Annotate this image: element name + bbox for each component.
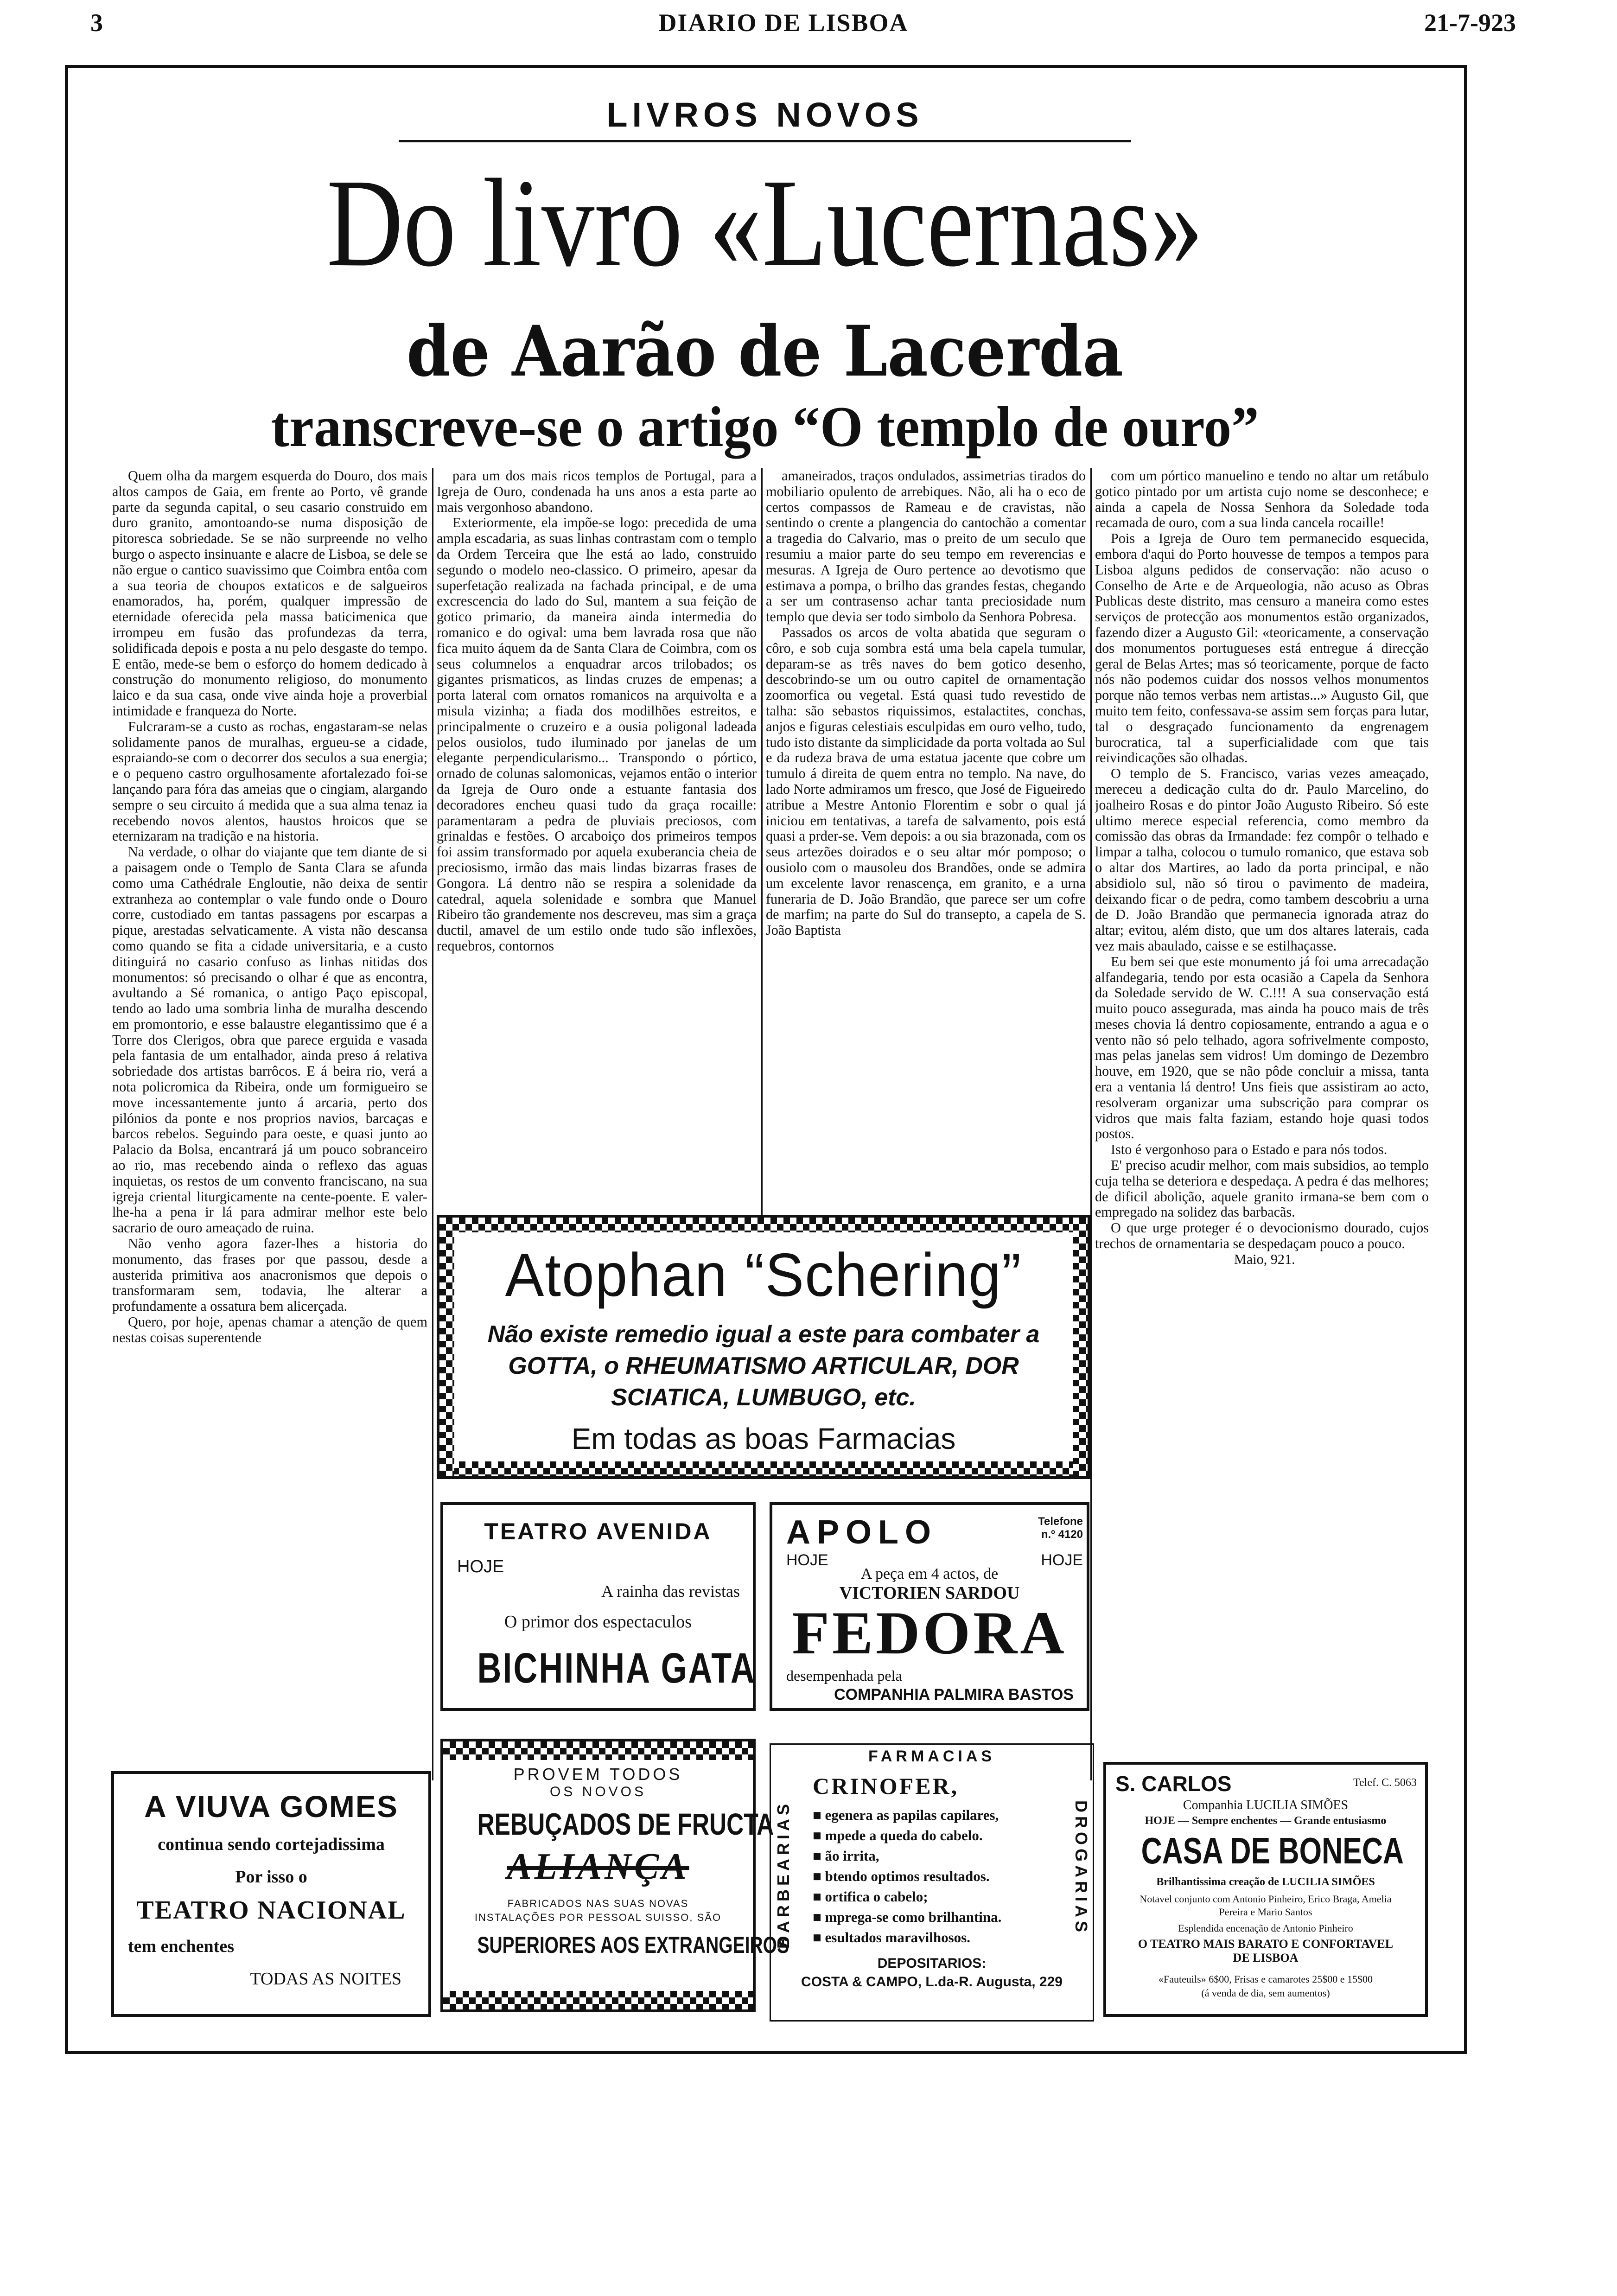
checker-border (443, 1741, 753, 1760)
list-item: ■ ortifica o cabelo; (813, 1888, 928, 1905)
issue-date: 21-7-923 (1424, 9, 1516, 37)
viuva-title: A VIUVA GOMES (144, 1789, 398, 1824)
teatro-avenida-name: TEATRO AVENIDA (484, 1518, 712, 1544)
list-item: ■ ão irrita, (813, 1848, 879, 1864)
checker-border (439, 1218, 1088, 1232)
teatro-avenida-line-1: A rainha das revistas (601, 1582, 740, 1601)
paragraph: amaneirados, traços ondulados, assimetrias tirados do mobiliario opulento de arrebiques. Não, ali ha o eco de certos compassos de Rameau e de cravistas, não sentindo o crente a plangencia do cantochão a comentar a tragedia do Calvario, mas o preito de um seculo que resumiu a maior parte do seu tempo em reverencias e mesuras. A Igreja de Ouro pertence ao devotismo que estimava a pompa, o brilho das grandes festas, chegando a ser um contrasenso achar tanta preciosidade num templo que devia ser todo simbolo da Senhora Pobresa. (766, 468, 1086, 625)
rebucados-line-4: FABRICADOS NAS SUAS NOVAS INSTALAÇÕES POR PESSOAL SUISSO, SÃO (474, 1898, 722, 1923)
atophan-line-3: SCIATICA, LUMBUGO, etc. (611, 1384, 916, 1411)
list-item: ■ btendo optimos resultados. (813, 1868, 990, 1884)
paragraph: Quero, por hoje, apenas chamar a atenção de quem nestas coisas superentende (112, 1314, 427, 1346)
article-title: Do livro «Lucernas» (326, 153, 1203, 293)
apolo-title: FEDORA (792, 1599, 1067, 1667)
rebucados-line-5: SUPERIORES AOS EXTRANGEIROS (477, 1932, 789, 1958)
atophan-footer: Em todas as boas Farmacias (571, 1422, 956, 1455)
article-column-3 (766, 468, 1086, 1215)
viuva-line-4: TODAS AS NOITES (250, 1969, 401, 1989)
ad-s-carlos (1103, 1762, 1428, 2017)
atophan-line-2: GOTTA, o RHEUMATISMO ARTICULAR, DOR (508, 1352, 1019, 1379)
paragraph: Fulcraram-se a custo as rochas, engastaram-se nelas solidamente panos de muralhas, ergueu-se a cidade, espraiando-se com o decorrer dos seculos a sua energia; e o pequeno castro orgulhosamente afortalezado foi-se lançando para fóra das ameias que o cingiam, alargando sempre o seu circuito á medida que a sua alma tenaz ia recebendo novos alentos, haustos hroicos que se eternizaram na tradição e na historia. (112, 718, 427, 844)
ad-crinofer (770, 1743, 1094, 2022)
list-item: ■ esultados maravilhosos. (813, 1929, 970, 1945)
paragraph: para um dos mais ricos templos de Portugal, para a Igreja de Ouro, condenada ha uns anos a esta parte ao mais vergonhoso abandono. (437, 468, 757, 515)
checker-border (439, 1218, 454, 1476)
atophan-line-1: Não existe remedio igual a este para combater a (487, 1321, 1040, 1348)
rebucados-brand: ALIANÇA (507, 1846, 689, 1887)
kicker-rule (399, 140, 1131, 142)
apolo-author: VICTORIEN SARDOU (839, 1583, 1020, 1603)
paragraph: O que urge proteger é o devocionismo dourado, cujos trechos de ornamentaria se despedaçam pouco a pouco. (1095, 1220, 1429, 1252)
ad-atophan (437, 1215, 1090, 1479)
article-column-1 (112, 468, 427, 1785)
article-subtitle-2: transcreve-se o artigo “O templo de ouro” (271, 395, 1259, 459)
article-column-2 (437, 468, 757, 1215)
scarlos-line-3: Notavel conjunto com Antonio Pinheiro, Erico Braga, Amelia Pereira e Mario Santos (1140, 1893, 1392, 1918)
apolo-today-right: HOJE (1041, 1551, 1083, 1569)
paragraph: Maio, 921. (1234, 1251, 1295, 1267)
rebucados-line-1: PROVEM TODOS (513, 1765, 683, 1784)
scarlos-line-7: (á venda de dia, sem aumentos) (1201, 1987, 1330, 1999)
atophan-brand: Atophan “Schering” (505, 1241, 1022, 1309)
apolo-line-2: desempenhada pela (786, 1667, 902, 1684)
rebucados-line-3: REBUÇADOS DE FRUCTA (477, 1807, 774, 1841)
scarlos-name: S. CARLOS (1115, 1772, 1232, 1796)
section-kicker: LIVROS NOVOS (606, 96, 923, 134)
apolo-phone-label: Telefone (1038, 1515, 1083, 1528)
list-item: ■ mprega-se como brilhantina. (813, 1909, 1002, 1925)
paragraph: O templo de S. Francisco, varias vezes ameaçado, mereceu a dedicação culta do dr. Paulo Marcelino, do joalheiro Rosas e do pintor João Augusto Ribeiro. Só este ultimo merece especial referencia, como membro da comissão das obras da Irmandade: fez compôr o telhado e limpar a talha, colocou o tumulo romanico, que estava sob o altar dos Martires, ao lado da porta principal, e não absidiolo sul, não só tirou o pavimento de madeira, deixando ficar o de pedra, como tambem descobriu a urna de D. João Brandão que permanecia ignorada atraz do altar; evitou, além disto, que um dos altares laterais, cada vez mais abaulado, caisse e se estilhaçasse. (1095, 765, 1429, 954)
column-divider (432, 468, 433, 1780)
paragraph: Exteriormente, ela impõe-se logo: precedida de uma ampla escadaria, as suas linhas contrastam com o templo da Ordem Terceira que lhe está ao lado, construido segundo o modelo neo-classico. O primeiro, apesar da superfetação realizada na fachada principal, e de uma excrescencia do lado do Sul, mantem a sua feição de gotico primario, da maneira ainda intermedia do romanico e do ogival: uma bem lavrada rosa que não fica muito áquem da de Santa Clara de Coimbra, com os seus columnelos a enquadrar arcos trilobados; os gigantes prismaticos, as lindas cruzes de empenas; a porta lateral com ornatos romanicos na arquivolta e a misula vizinha; a fiada dos modilhões estreitos, e principalmente o cruzeiro e a ousia poligonal ladeada pelos ousiolos, tudo iluminado por janelas de um elegante perpendicularismo... Transpondo o pórtico, ornado de colunas salomonicas, vejamos então o interior da Igreja de Ouro onde a estuante fantasia dos decoradores encheu quasi tudo da graça rocaille: paramentaram a pedra de pluviais preciosos, com grinaldas e festões. O arcaboiço dos primeiros tempos foi assim transformado por aquela exuberancia cheia de preciosismo, irmão das mais lindas bizarras frases de Gongora. Lá dentro não se respira a solenidade da catedral, aquela solenidade e sombra que Manuel Ribeiro tão grandemente nos descreveu, mas sim a graça ductil, amavel de um estilo onde tudo são inflexões, requebros, contornos (437, 515, 757, 954)
crinofer-side-right: DROGARIAS (1072, 1800, 1091, 1936)
page-number: 3 (90, 9, 103, 37)
ad-apolo (770, 1502, 1089, 1711)
paragraph: Eu bem sei que este monumento já foi uma arrecadação alfandegaria, tendo por esta ocasião a Capela da Senhora da Soledade servido de W. C.!!! A sua conservação está muito pouco assegurada, mas ainda ha pouco mais de três meses chovia lá dentro copiosamente, entrando a agua e o vento não só pelo telhado, agora sofrivelmente composto, mas pelas janelas sem vidros! Um domingo de Dezembro houve, em 1920, que se não pôde concluir a missa, tanta era a ventania lá dentro! Uns fieis que assistiram ao acto, resolveram organizar uma subscrição para comprar os vidros que mais falta faziam, estando hoje quasi todos postos. (1095, 953, 1429, 1142)
article-column-4 (1095, 468, 1429, 1739)
checker-border (1073, 1218, 1088, 1476)
viuva-line-2: Por isso o (235, 1867, 307, 1887)
crinofer-side-left: BARBEARIAS (774, 1800, 793, 1949)
paragraph: Isto é vergonhoso para o Estado e para nós todos. (1111, 1142, 1388, 1158)
paragraph: Passados os arcos de volta abatida que seguram o côro, e sob cuja sombra está uma bela capela tumular, deparam-se as três naves do bem gotico desenho, descobrindo-se um ou outro capitel de ornamentação zoomorfica ou vegetal. Está quasi tudo revestido de talha: são sebastos riquissimos, estalactites, conchas, anjos e figuras celestiais esculpidas em ouro velho, tudo, tudo isto distante da simplicidade da porta voltada ao Sul e da rudeza brava de uma estatua jacente que cobre um tumulo á direita de quem entra no templo. Na nave, do lado Norte admiramos um fresco, que José de Figueiredo atribue a Mestre Antonio Florentim e sobr o qual já iniciou em tentativas, a tarefa de salvamento, pois está quasi a prder-se. Vem depois: a ou sia brazonada, com os seus artezões doirados e o seu altar mór pomposo; o ousiolo com o mausoleu dos Brandões, onde se admira um excelente lavor renascença, em granito, e a urna funeraria de D. João Brandão, que parece ser um cofre de marfim; na parte do Sul do transepto, a capela de S. João Baptista (766, 624, 1086, 938)
scarlos-line-5: O TEATRO MAIS BARATO E CONFORTAVEL DE LISBOA (1138, 1937, 1394, 1964)
checker-border (443, 1991, 753, 2009)
newspaper-name: DIARIO DE LISBOA (658, 9, 909, 37)
apolo-today-left: HOJE (786, 1551, 828, 1569)
viuva-line-3: tem enchentes (128, 1937, 234, 1956)
apolo-company: COMPANHIA PALMIRA BASTOS (834, 1686, 1074, 1703)
list-item: ■ mpede a queda do cabelo. (813, 1827, 983, 1843)
article-subtitle: de Aarão de Lacerda (407, 311, 1123, 392)
paragraph: Quem olha da margem esquerda do Douro, dos mais altos campos de Gaia, em frente ao Porto, vê grande parte da segunda capital, o seu casario construido em duro granito, amontoando-se numa disposição de pitoresca sobriedade. Se se não surpreende no velho burgo o aspecto insinuante e alacre de Lisboa, se dele se não ergue o cantico suavissimo que Coimbra entôa com a sua teoria de choupos extaticos e de salgueiros enamorados, ha, porém, qualquer impressão de eternidade oferecida pela massa baticimenica que irrompeu em fusão das profundezas da terra, solidificada depois e posta a nu pelo desgaste do tempo. E então, mede-se bem o esforço do homem dedicado à construção do monumento religioso, do monumento laico e da sua casa, onde vive ainda hoje a proverbial intimidade e franqueza do Norte. (112, 468, 427, 719)
paragraph: com um pórtico manuelino e tendo no altar um retábulo gotico pintado por um artista cujo nome se desconhece; e ainda a capela de Nossa Senhora da Soledade toda recamada de ouro, com a sua linda cancela rocaille! (1095, 468, 1429, 531)
ad-teatro-avenida (440, 1502, 756, 1711)
crinofer-brand: CRINOFER, (813, 1773, 959, 1799)
paragraph: Não venho agora fazer-lhes a historia do monumento, das frases por que passou, desde a austerida primitiva aos anacronismos que depois o transformaram sem, todavia, lhe alterar a profundamente a ossatura bem alicerçada. (112, 1236, 427, 1314)
list-item: ■ egenera as papilas capilares, (813, 1807, 999, 1823)
scarlos-line-2: Brilhantissima creação de LUCILIA SIMÕES (1156, 1876, 1375, 1888)
viuva-line-1: continua sendo cortejadissima (158, 1835, 385, 1854)
scarlos-line-4: Esplendida encenação de Antonio Pinheiro (1178, 1922, 1353, 1934)
ad-viuva-gomes (111, 1771, 431, 2017)
scarlos-company: Companhia LUCILIA SIMÕES (1183, 1798, 1349, 1812)
teatro-avenida-today: HOJE (457, 1557, 504, 1576)
paragraph: Pois a Igreja de Ouro tem permanecido esquecida, embora d'aqui do Porto houvesse de tempos a tempos para Lisboa alguns pedidos de conservação: não acuso o Conselho de Arte e de Arqueologia, não acuso as Obras Publicas deste distrito, mas censuro a maneira como estes serviços de protecção aos monumentos estão organizados, fazendo dizer a Augusto Gil: «teoricamente, a conservação dos monumentos portugueses está entregue á direcção geral de Belas Artes; mas só teoricamente, porque de facto nós não podemos cuidar dos nossos velhos monumentos porque não temos verbas nem artistas...» Augusto Gil, que muito tem feito, confessava-se assim sem forças para lutar, tal o desgraçado funcionamento da engrenagem burocratica, tal a superficialidade com que tais reivindicações são olhadas. (1095, 530, 1429, 766)
paragraph: E' preciso acudir melhor, com mais subsidios, ao templo cuja telha se deteriora e despedaça. A pedra é das melhores; de dificil abolição, aquele granito irmana-se bem com o empregado na solidez das barbacãs. (1095, 1157, 1429, 1220)
teatro-avenida-line-2: O primor dos espectaculos (504, 1612, 692, 1632)
crinofer-depositarios: COSTA & CAMPO, L.da-R. Augusta, 229 (801, 1974, 1063, 1990)
scarlos-phone: Telef. C. 5063 (1353, 1777, 1417, 1789)
teatro-avenida-show: BICHINHA GATA (477, 1645, 756, 1692)
column-divider (1090, 468, 1092, 1780)
scarlos-title: CASA DE BONECA (1141, 1830, 1404, 1871)
column-divider (761, 468, 763, 1219)
apolo-line-1: A peça em 4 actos, de (860, 1565, 999, 1582)
crinofer-depositarios-label: DEPOSITARIOS: (877, 1956, 987, 1971)
apolo-name: APOLO (786, 1514, 938, 1551)
checker-border (439, 1461, 1088, 1476)
rebucados-line-2: OS NOVOS (549, 1784, 647, 1799)
apolo-phone: n.º 4120 (1041, 1528, 1083, 1541)
crinofer-header: FARMACIAS (868, 1748, 996, 1765)
viuva-theatre: TEATRO NACIONAL (136, 1896, 406, 1925)
scarlos-line-6: «Fauteuils» 6$00, Frisas e camarotes 25$00 e 15$00 (1159, 1973, 1373, 1985)
paragraph: Na verdade, o olhar do viajante que tem diante de si a paisagem onde o Templo de Santa Clara se afunda como uma Cathédrale Engloutie, não deixa de sentir extranheza ao contemplar o vale fundo onde o Douro corre, custodiado em tantas passagens por escarpas a pique, arestadas selvaticamente. A vista não descansa como quando se fita a cidade universitaria, e a custo ditinguirá no casario confuso as linhas nitidas dos monumentos: só precisando o olhar é que as encontra, avultando a Sé romanica, o antigo Paço episcopal, tendo ao lado uma sombria linha de muralha descendo em promontorio, e esse balaustre elegantissimo que é a Torre dos Clerigos, obra que parece erguida e vasada pela fantasia de um entalhador, ainda preso á relativa sobriedade dos artistas barrôcos. E á beira rio, verá a nota policromica da Ribeira, onde um formigueiro se move incessantemente junto á arcaria, perto dos pilónios da ponte e nos proprios navios, barcaças e barcos rebelos. Seguindo para oeste, e quasi junto ao Palacio da Bolsa, encantrará já um pouco sobranceiro ao rio, mas recebendo ainda o reflexo das aguas inquietas, os restos de um convento franciscano, na sua igreja criental liturgicamente na cente-poente. E valer-lhe-ha a pena ir lá para admirar melhor este belo sacrario de ouro ameaçado de ruina. (112, 844, 427, 1236)
crinofer-list (813, 1805, 1068, 1948)
scarlos-line-1: HOJE — Sempre enchentes — Grande entusiasmo (1145, 1815, 1387, 1827)
